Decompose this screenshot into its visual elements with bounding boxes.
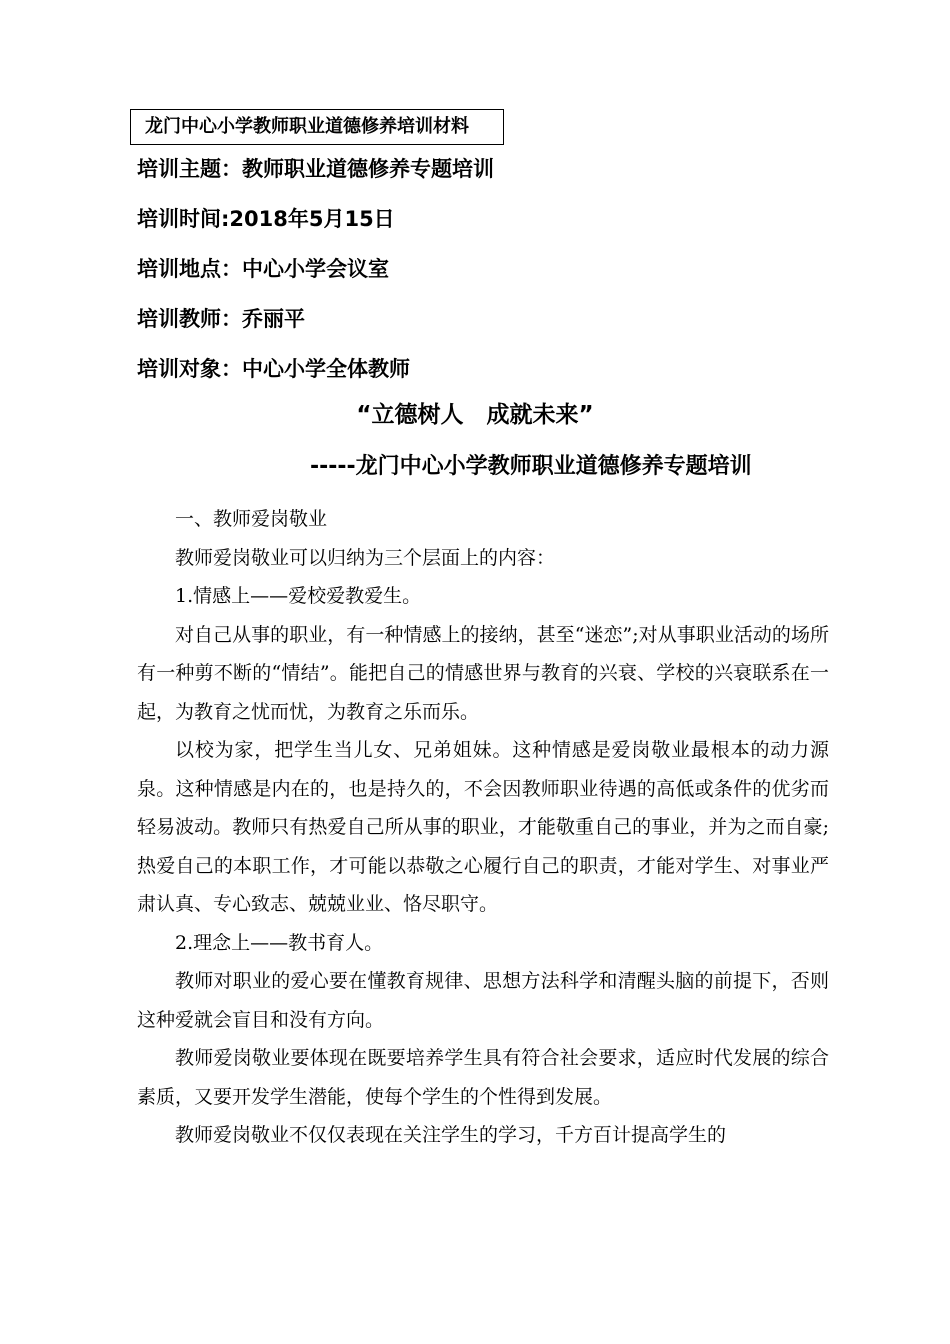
paragraph: 以校为家，把学生当儿女、兄弟姐妹。这种情感是爱岗敬业最根本的动力源泉。这种情感是内在的，也是持久的，不会因教师职业待遇的高低或条件的优劣而轻易波动。教师只有热爱自己所从事的职业，才能敬重自己的事业，并为之而自豪;热爱自己的本职工作，才可能以恭敬之心履行自己的职责，才能对学生、对事业严肃认真、专心致志、兢兢业业、恪尽职守。 [137, 739, 829, 915]
training-audience: 培训对象：中心小学全体教师 [137, 357, 410, 381]
paragraph: 对自己从事的职业，有一种情感上的接纳，甚至“迷恋”;对从事职业活动的场所有一种剪不断的“情结”。能把自己的情感世界与教育的兴衰、学校的兴衰联系在一起，为教育之忧而忧，为教育之乐而乐。 [137, 623, 829, 723]
training-place: 培训地点：中心小学会议室 [137, 257, 389, 281]
body-text [137, 500, 829, 1155]
paragraph: 教师对职业的爱心要在懂教育规律、思想方法科学和清醒头脑的前提下，否则这种爱就会盲目和没有方向。 [137, 970, 829, 1031]
document-header-box: 龙门中心小学教师职业道德修养培训材料 [130, 109, 504, 145]
sub-heading: 2.理念上——教书育人。 [175, 931, 384, 954]
paragraph: 教师爱岗敬业可以归纳为三个层面上的内容： [175, 546, 556, 569]
sub-heading: 1.情感上——爱校爱教爱生。 [175, 585, 422, 607]
slogan-title: “立德树人 成就未来” [356, 402, 594, 428]
subtitle: -----龙门中心小学教师职业道德修养专题培训 [310, 454, 752, 479]
training-topic: 培训主题：教师职业道德修养专题培训 [137, 157, 494, 181]
training-time: 培训时间:2018年5月15日 [137, 207, 395, 231]
training-teacher: 培训教师：乔丽平 [137, 307, 305, 331]
paragraph: 教师爱岗敬业不仅仅表现在关注学生的学习，千方百计提高学生的 [175, 1124, 727, 1146]
section-heading: 一、教师爱岗敬业 [175, 508, 328, 530]
paragraph: 教师爱岗敬业要体现在既要培养学生具有符合社会要求，适应时代发展的综合素质，又要开发学生潜能，使每个学生的个性得到发展。 [137, 1047, 829, 1108]
